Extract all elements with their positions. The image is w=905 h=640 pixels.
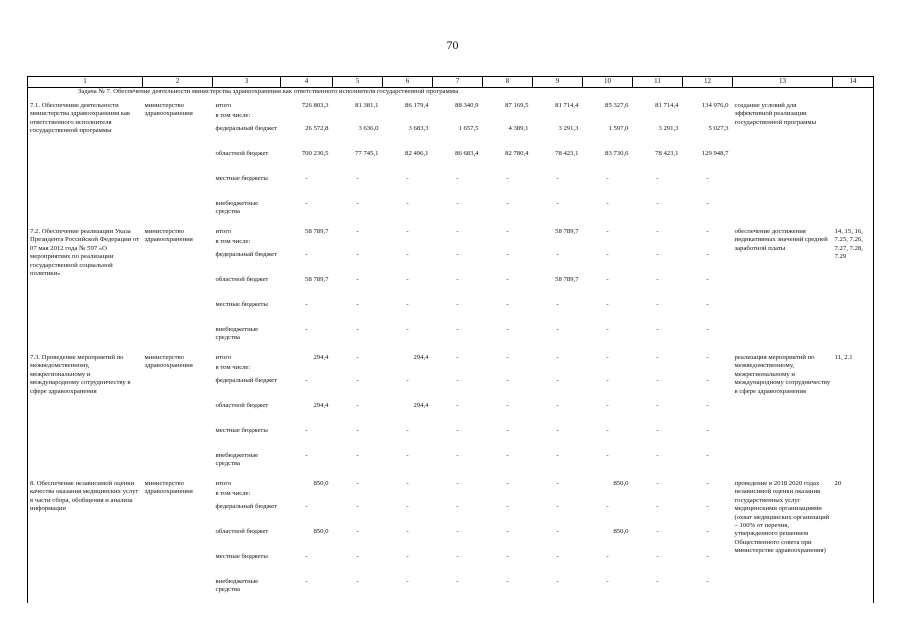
value-cell: - xyxy=(456,553,459,560)
value-cell: - xyxy=(606,200,609,207)
value-cell: - xyxy=(706,251,709,258)
value-cell xyxy=(683,490,733,503)
funding-source-label: местные бюджеты xyxy=(215,553,268,560)
value-cell: - xyxy=(556,427,559,434)
funding-source-label: в том числе: xyxy=(215,238,251,245)
section-2 xyxy=(28,225,874,351)
funding-source-label: в том числе: xyxy=(215,112,251,119)
value-cell: - xyxy=(706,200,709,207)
task-row xyxy=(28,88,874,100)
value-cell: - xyxy=(305,200,308,207)
funding-source-label: областной бюджет xyxy=(215,528,269,535)
value-cell: - xyxy=(456,427,459,434)
task-title: Задача № 7. Обеспечение деятельности министерства здравоохранения как ответственного исполнителя государственной программы xyxy=(28,88,874,100)
value-cell xyxy=(633,364,683,377)
funding-row xyxy=(28,477,874,490)
value-cell: 850,0 xyxy=(613,528,629,535)
funding-source-label: областной бюджет xyxy=(215,276,269,283)
value-cell: - xyxy=(305,427,308,434)
value-cell: 726 803,3 xyxy=(301,102,329,109)
funding-source-label: внебюджетные средства xyxy=(215,326,259,342)
expected-result: проведение в 2018 2020 годах независимой оценки оказания государственных услуг медицинскими организациями (охват медицинских организаций – 100% от перечня, утвержденного решением Общественного совета при министерстве здравоохранения) xyxy=(734,480,830,554)
funding-source-label: внебюджетные средства xyxy=(215,452,259,468)
value-cell xyxy=(433,112,483,125)
value-cell xyxy=(633,238,683,251)
value-cell: - xyxy=(556,402,559,409)
value-cell: - xyxy=(406,200,409,207)
value-cell: - xyxy=(356,251,359,258)
funding-row xyxy=(28,225,874,238)
value-cell: - xyxy=(506,402,509,409)
value-cell: - xyxy=(556,452,559,459)
value-cell xyxy=(683,112,733,125)
value-cell: 81 381,1 xyxy=(355,102,379,109)
value-cell: - xyxy=(506,452,509,459)
value-cell: - xyxy=(706,377,709,384)
value-cell: - xyxy=(356,528,359,535)
value-cell: - xyxy=(356,503,359,510)
column-number-10: 10 xyxy=(583,77,633,88)
value-cell: - xyxy=(556,301,559,308)
value-cell: - xyxy=(506,427,509,434)
value-cell xyxy=(583,112,633,125)
value-cell: 3 291,3 xyxy=(658,125,679,132)
value-cell: - xyxy=(606,251,609,258)
value-cell: - xyxy=(606,553,609,560)
value-cell: - xyxy=(356,276,359,283)
section-3 xyxy=(28,351,874,477)
value-cell xyxy=(483,364,533,377)
column-number-9: 9 xyxy=(533,77,583,88)
value-cell: 58 789,7 xyxy=(305,276,329,283)
value-cell: - xyxy=(506,578,509,585)
value-cell xyxy=(383,112,433,125)
value-cell: - xyxy=(506,200,509,207)
column-number-5: 5 xyxy=(333,77,383,88)
value-cell: 78 423,1 xyxy=(655,150,679,157)
value-cell xyxy=(333,364,383,377)
value-cell: - xyxy=(656,200,659,207)
value-cell xyxy=(683,364,733,377)
value-cell: - xyxy=(556,377,559,384)
value-cell xyxy=(433,490,483,503)
value-cell: - xyxy=(406,528,409,535)
value-cell: 850,0 xyxy=(313,480,329,487)
value-cell xyxy=(583,490,633,503)
value-cell: - xyxy=(305,301,308,308)
value-cell: - xyxy=(506,377,509,384)
value-cell: - xyxy=(606,377,609,384)
value-cell: - xyxy=(506,326,509,333)
value-cell: - xyxy=(305,503,308,510)
value-cell xyxy=(281,112,333,125)
value-cell: - xyxy=(706,480,709,487)
value-cell: - xyxy=(606,452,609,459)
funding-source-label: местные бюджеты xyxy=(215,301,268,308)
value-cell xyxy=(333,238,383,251)
value-cell xyxy=(483,238,533,251)
value-cell: 4 389,1 xyxy=(508,125,529,132)
value-cell: - xyxy=(406,276,409,283)
value-cell: 87 169,5 xyxy=(505,102,529,109)
value-cell: 294,4 xyxy=(313,354,329,361)
value-cell xyxy=(533,490,583,503)
funding-source-label: итого xyxy=(215,354,232,361)
value-cell xyxy=(533,238,583,251)
value-cell xyxy=(281,490,333,503)
value-cell: 26 572,8 xyxy=(305,125,329,132)
value-cell: - xyxy=(356,326,359,333)
value-cell: 81 714,4 xyxy=(655,102,679,109)
indicator-numbers: 11, 2.1 xyxy=(833,351,874,477)
value-cell: - xyxy=(456,301,459,308)
value-cell: - xyxy=(506,354,509,361)
value-cell: - xyxy=(456,377,459,384)
value-cell xyxy=(483,490,533,503)
value-cell: 1 657,5 xyxy=(458,125,479,132)
value-cell: - xyxy=(656,452,659,459)
value-cell: 129 948,7 xyxy=(701,150,729,157)
section-name: 7.2. Обеспечение реализации Указа Президента Российской Федерации от 07 мая 2012 года № 597 «О мероприятиях по реализации государственной социальной политики» xyxy=(28,225,143,351)
section-1 xyxy=(28,99,874,225)
value-cell: - xyxy=(656,354,659,361)
value-cell: - xyxy=(456,503,459,510)
value-cell: - xyxy=(356,553,359,560)
value-cell: - xyxy=(356,578,359,585)
value-cell: - xyxy=(706,276,709,283)
value-cell: - xyxy=(406,251,409,258)
value-cell xyxy=(583,238,633,251)
value-cell xyxy=(333,112,383,125)
value-cell: - xyxy=(406,228,409,235)
value-cell: - xyxy=(606,578,609,585)
value-cell xyxy=(633,490,683,503)
value-cell: - xyxy=(706,452,709,459)
value-cell: - xyxy=(656,503,659,510)
value-cell: - xyxy=(305,175,308,182)
value-cell: - xyxy=(656,326,659,333)
funding-source-label: федеральный бюджет xyxy=(215,503,278,510)
value-cell: - xyxy=(556,553,559,560)
value-cell: - xyxy=(606,503,609,510)
section-4 xyxy=(28,477,874,603)
value-cell: - xyxy=(656,578,659,585)
value-cell: - xyxy=(406,578,409,585)
value-cell: - xyxy=(356,354,359,361)
value-cell: - xyxy=(305,452,308,459)
indicator-numbers xyxy=(833,99,874,225)
column-number-8: 8 xyxy=(483,77,533,88)
value-cell: - xyxy=(706,553,709,560)
section-executor: министерство здравоохранения xyxy=(144,228,193,244)
value-cell: - xyxy=(406,553,409,560)
value-cell: 1 597,0 xyxy=(608,125,629,132)
value-cell: - xyxy=(356,480,359,487)
value-cell: - xyxy=(356,402,359,409)
section-executor: министерство здравоохранения xyxy=(144,102,193,118)
value-cell: - xyxy=(556,251,559,258)
value-cell xyxy=(383,490,433,503)
value-cell: - xyxy=(706,175,709,182)
value-cell: 294,4 xyxy=(313,402,329,409)
value-cell: - xyxy=(305,377,308,384)
value-cell: - xyxy=(356,452,359,459)
value-cell: 85 327,6 xyxy=(605,102,629,109)
funding-row xyxy=(28,351,874,364)
value-cell xyxy=(683,238,733,251)
funding-source-label: федеральный бюджет xyxy=(215,125,278,132)
value-cell xyxy=(483,112,533,125)
value-cell: 77 745,1 xyxy=(355,150,379,157)
value-cell: - xyxy=(656,301,659,308)
value-cell: - xyxy=(606,402,609,409)
value-cell: - xyxy=(356,175,359,182)
value-cell: - xyxy=(506,251,509,258)
value-cell: 86 179,4 xyxy=(405,102,429,109)
value-cell: - xyxy=(556,528,559,535)
value-cell: 83 730,6 xyxy=(605,150,629,157)
value-cell: - xyxy=(656,228,659,235)
value-cell: - xyxy=(556,354,559,361)
value-cell: - xyxy=(656,251,659,258)
value-cell: 3 291,3 xyxy=(558,125,579,132)
value-cell: - xyxy=(606,276,609,283)
value-cell: - xyxy=(656,480,659,487)
value-cell: - xyxy=(606,326,609,333)
column-number-1: 1 xyxy=(28,77,143,88)
value-cell: - xyxy=(556,480,559,487)
value-cell: 81 714,4 xyxy=(555,102,579,109)
column-number-4: 4 xyxy=(281,77,333,88)
funding-source-label: итого xyxy=(215,102,232,109)
value-cell: - xyxy=(706,301,709,308)
value-cell: - xyxy=(506,480,509,487)
funding-row xyxy=(28,99,874,112)
value-cell: - xyxy=(456,276,459,283)
value-cell: - xyxy=(356,228,359,235)
value-cell: - xyxy=(706,427,709,434)
value-cell: 850,0 xyxy=(313,528,329,535)
expected-result: обеспечение достижения индикативных значений средней заработной платы xyxy=(734,228,828,252)
funding-source-label: внебюджетные средства xyxy=(215,578,259,594)
value-cell xyxy=(433,364,483,377)
value-cell: - xyxy=(706,354,709,361)
value-cell xyxy=(281,364,333,377)
value-cell: 294,4 xyxy=(413,354,429,361)
value-cell: 88 340,9 xyxy=(455,102,479,109)
value-cell: - xyxy=(406,480,409,487)
value-cell: - xyxy=(406,452,409,459)
value-cell: - xyxy=(305,553,308,560)
value-cell: - xyxy=(456,578,459,585)
value-cell: - xyxy=(556,503,559,510)
funding-source-label: в том числе: xyxy=(215,490,251,497)
section-name: 7.1. Обеспечение деятельности министерства здравоохранения как ответственного исполнителя государственной программы xyxy=(28,99,143,225)
value-cell: - xyxy=(656,377,659,384)
funding-source-label: внебюджетные средства xyxy=(215,200,259,216)
value-cell xyxy=(533,364,583,377)
section-executor: министерство здравоохранения xyxy=(144,354,193,370)
value-cell: - xyxy=(456,200,459,207)
value-cell: - xyxy=(356,427,359,434)
value-cell: - xyxy=(706,528,709,535)
value-cell: - xyxy=(456,528,459,535)
column-number-2: 2 xyxy=(143,77,213,88)
column-number-12: 12 xyxy=(683,77,733,88)
column-number-3: 3 xyxy=(213,77,281,88)
value-cell: 82 780,4 xyxy=(505,150,529,157)
value-cell: 78 423,1 xyxy=(555,150,579,157)
value-cell: - xyxy=(556,326,559,333)
indicator-numbers: 14, 15, 16, 7.25, 7.26, 7.27, 7.28, 7.29 xyxy=(833,225,874,351)
funding-source-label: федеральный бюджет xyxy=(215,377,278,384)
value-cell: - xyxy=(606,354,609,361)
funding-source-label: в том числе: xyxy=(215,364,251,371)
value-cell: - xyxy=(606,427,609,434)
value-cell: 58 789,7 xyxy=(305,228,329,235)
column-number-11: 11 xyxy=(633,77,683,88)
funding-source-label: итого xyxy=(215,228,232,235)
value-cell: - xyxy=(406,427,409,434)
value-cell: - xyxy=(656,427,659,434)
value-cell: - xyxy=(406,377,409,384)
funding-source-label: областной бюджет xyxy=(215,402,269,409)
value-cell: - xyxy=(456,228,459,235)
value-cell: - xyxy=(406,301,409,308)
column-number-7: 7 xyxy=(433,77,483,88)
value-cell: - xyxy=(305,326,308,333)
value-cell xyxy=(633,112,683,125)
value-cell: 850,0 xyxy=(613,480,629,487)
value-cell: - xyxy=(456,175,459,182)
value-cell: 5 027,3 xyxy=(708,125,729,132)
value-cell: - xyxy=(556,175,559,182)
expected-result: реализация мероприятий по межведомственному, межрегиональному и международному сотрудничеству в сфере здравоохранения xyxy=(734,354,831,395)
column-number-row xyxy=(28,77,874,88)
value-cell: 294,4 xyxy=(413,402,429,409)
value-cell xyxy=(383,364,433,377)
value-cell: - xyxy=(456,251,459,258)
value-cell: - xyxy=(456,480,459,487)
value-cell: - xyxy=(406,326,409,333)
funding-source-label: федеральный бюджет xyxy=(215,251,278,258)
value-cell xyxy=(433,238,483,251)
value-cell: - xyxy=(456,326,459,333)
value-cell: - xyxy=(506,553,509,560)
value-cell: - xyxy=(506,276,509,283)
value-cell: - xyxy=(406,175,409,182)
indicator-numbers: 20 xyxy=(833,477,874,603)
value-cell: - xyxy=(606,301,609,308)
value-cell: - xyxy=(656,402,659,409)
value-cell: - xyxy=(506,228,509,235)
funding-source-label: областной бюджет xyxy=(215,150,269,157)
value-cell: - xyxy=(356,200,359,207)
value-cell: 82 496,1 xyxy=(405,150,429,157)
value-cell: 58 789,7 xyxy=(555,228,579,235)
value-cell xyxy=(281,238,333,251)
value-cell: - xyxy=(606,228,609,235)
value-cell: - xyxy=(456,402,459,409)
budget-table xyxy=(27,76,874,603)
funding-source-label: местные бюджеты xyxy=(215,427,268,434)
value-cell xyxy=(583,364,633,377)
value-cell: - xyxy=(506,503,509,510)
value-cell xyxy=(383,238,433,251)
value-cell: - xyxy=(706,503,709,510)
value-cell: - xyxy=(656,175,659,182)
funding-source-label: местные бюджеты xyxy=(215,175,268,182)
value-cell: 700 230,5 xyxy=(301,150,329,157)
value-cell: - xyxy=(706,228,709,235)
column-number-14: 14 xyxy=(833,77,874,88)
column-number-13: 13 xyxy=(733,77,833,88)
value-cell: 3 636,0 xyxy=(358,125,379,132)
value-cell: - xyxy=(706,402,709,409)
value-cell: 86 683,4 xyxy=(455,150,479,157)
value-cell: - xyxy=(356,377,359,384)
value-cell: 58 789,7 xyxy=(555,276,579,283)
value-cell: - xyxy=(506,175,509,182)
value-cell: 3 683,3 xyxy=(408,125,429,132)
value-cell xyxy=(333,490,383,503)
section-name: 8. Обеспечение независимой оценки качества оказания медицинских услуг в части сбора, обобщения и анализа информации xyxy=(28,477,143,603)
section-executor: министерство здравоохранения xyxy=(144,480,193,496)
value-cell: - xyxy=(406,503,409,510)
value-cell: - xyxy=(656,553,659,560)
value-cell: - xyxy=(656,276,659,283)
value-cell: - xyxy=(706,326,709,333)
section-name: 7.3. Проведение мероприятий по межведомственному, межрегиональному и международному сотрудничеству в сфере здравоохранения xyxy=(28,351,143,477)
value-cell: - xyxy=(506,528,509,535)
value-cell: - xyxy=(556,578,559,585)
value-cell: 134 976,0 xyxy=(701,102,729,109)
expected-result: создание условий для эффективной реализации государственной программы xyxy=(734,102,817,126)
value-cell: - xyxy=(706,578,709,585)
value-cell: - xyxy=(456,452,459,459)
value-cell: - xyxy=(305,251,308,258)
column-number-6: 6 xyxy=(383,77,433,88)
funding-source-label: итого xyxy=(215,480,232,487)
value-cell: - xyxy=(356,301,359,308)
value-cell: - xyxy=(656,528,659,535)
value-cell: - xyxy=(305,578,308,585)
value-cell: - xyxy=(456,354,459,361)
value-cell: - xyxy=(556,200,559,207)
page-number: 70 xyxy=(446,38,459,52)
value-cell: - xyxy=(606,175,609,182)
value-cell xyxy=(533,112,583,125)
value-cell: - xyxy=(506,301,509,308)
